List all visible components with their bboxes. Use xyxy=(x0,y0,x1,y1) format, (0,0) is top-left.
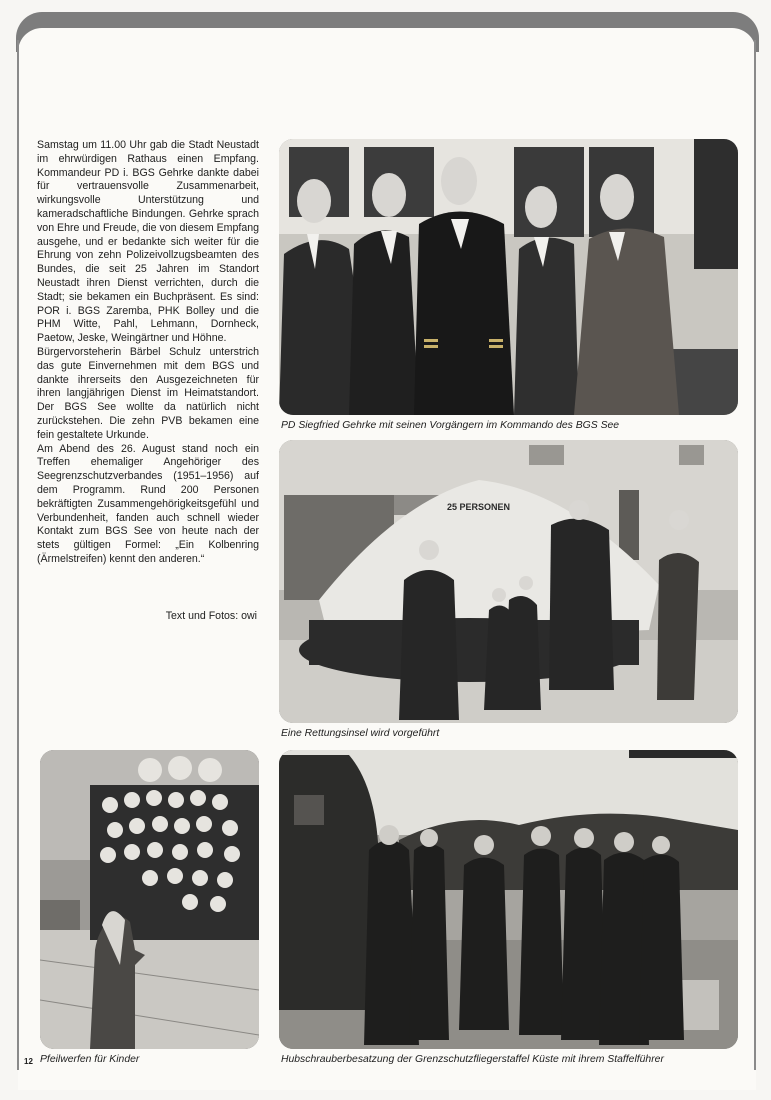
caption-helicopter-crew: Hubschrauberbesatzung der Grenzschutzfliegerstaffel Küste mit ihrem Staffelführer xyxy=(281,1054,664,1065)
article-text xyxy=(37,139,259,567)
caption-dart-throwing: Pfeilwerfen für Kinder xyxy=(40,1054,140,1065)
photo-dart-throwing xyxy=(40,750,259,1049)
photo-commanders xyxy=(279,139,738,415)
photo-helicopter-crew xyxy=(279,750,738,1049)
caption-commanders: PD Siegfried Gehrke mit seinen Vorgängern im Kommando des BGS See xyxy=(281,420,620,431)
photo-credit: Text und Fotos: owi xyxy=(165,610,257,622)
article-paragraph: Bürgervorsteherin Bärbel Schulz unterstrich das gute Einvernehmen mit dem BGS und dankte ihrerseits den Ausgezeichneten für ihren langjährigen Dienst im Heimatstandort. Der BGS See wollte da natürlich nicht zurückstehen. Die zehn PVB bekamen eine fein gestaltete Urkunde. xyxy=(37,345,259,441)
photo-life-raft xyxy=(279,440,738,723)
raft-label: 25 PERSONEN xyxy=(447,502,511,512)
right-margin-rule xyxy=(754,40,756,1070)
article-paragraph: Samstag um 11.00 Uhr gab die Stadt Neustadt im ehrwürdigen Rathaus einen Empfang. Kommandeur PD i. BGS Gehrke dankte dabei für vertrauensvolle Zusammenarbeit, wirkungsvolle Unterstützung und kameradschaftliche Bindungen. Gehrke sprach von Ehre und Freude, die von diesem Empfang ausgehe, und er bedankte sich weiter für die Ehrung von zehn Polizeivollzugsbeamten des Bundes, die seit 25 Jahren im Standort Neustadt ihren Dienst verrichten, durch die Stadt; sie bekamen ein Buchpräsent. Es sind: POR i. BGS Zaremba, PHK Bolley und die PHM Witte, Pahl, Lehmann, Dornheck, Paetow, Jeske, Weingärtner und Höhne. xyxy=(37,139,260,345)
page-number: 12 xyxy=(24,1057,33,1066)
caption-life-raft: Eine Rettungsinsel wird vorgeführt xyxy=(281,728,440,739)
article-paragraph: Am Abend des 26. August stand noch ein Treffen ehemaliger Angehöriger des Seegrenzschutzverbandes (1951–1956) auf dem Programm. Rund 200 Personen bekräftigten Zusammengehörigkeitsgefühl und Verbundenheit, fanden auch schnell wieder Kontakt zum BGS See von heute nach der stets gültigen Formel: „Ein Kolbenring (Ärmelstreifen) kennt den anderen.“ xyxy=(37,442,259,565)
left-margin-rule xyxy=(17,40,19,1070)
